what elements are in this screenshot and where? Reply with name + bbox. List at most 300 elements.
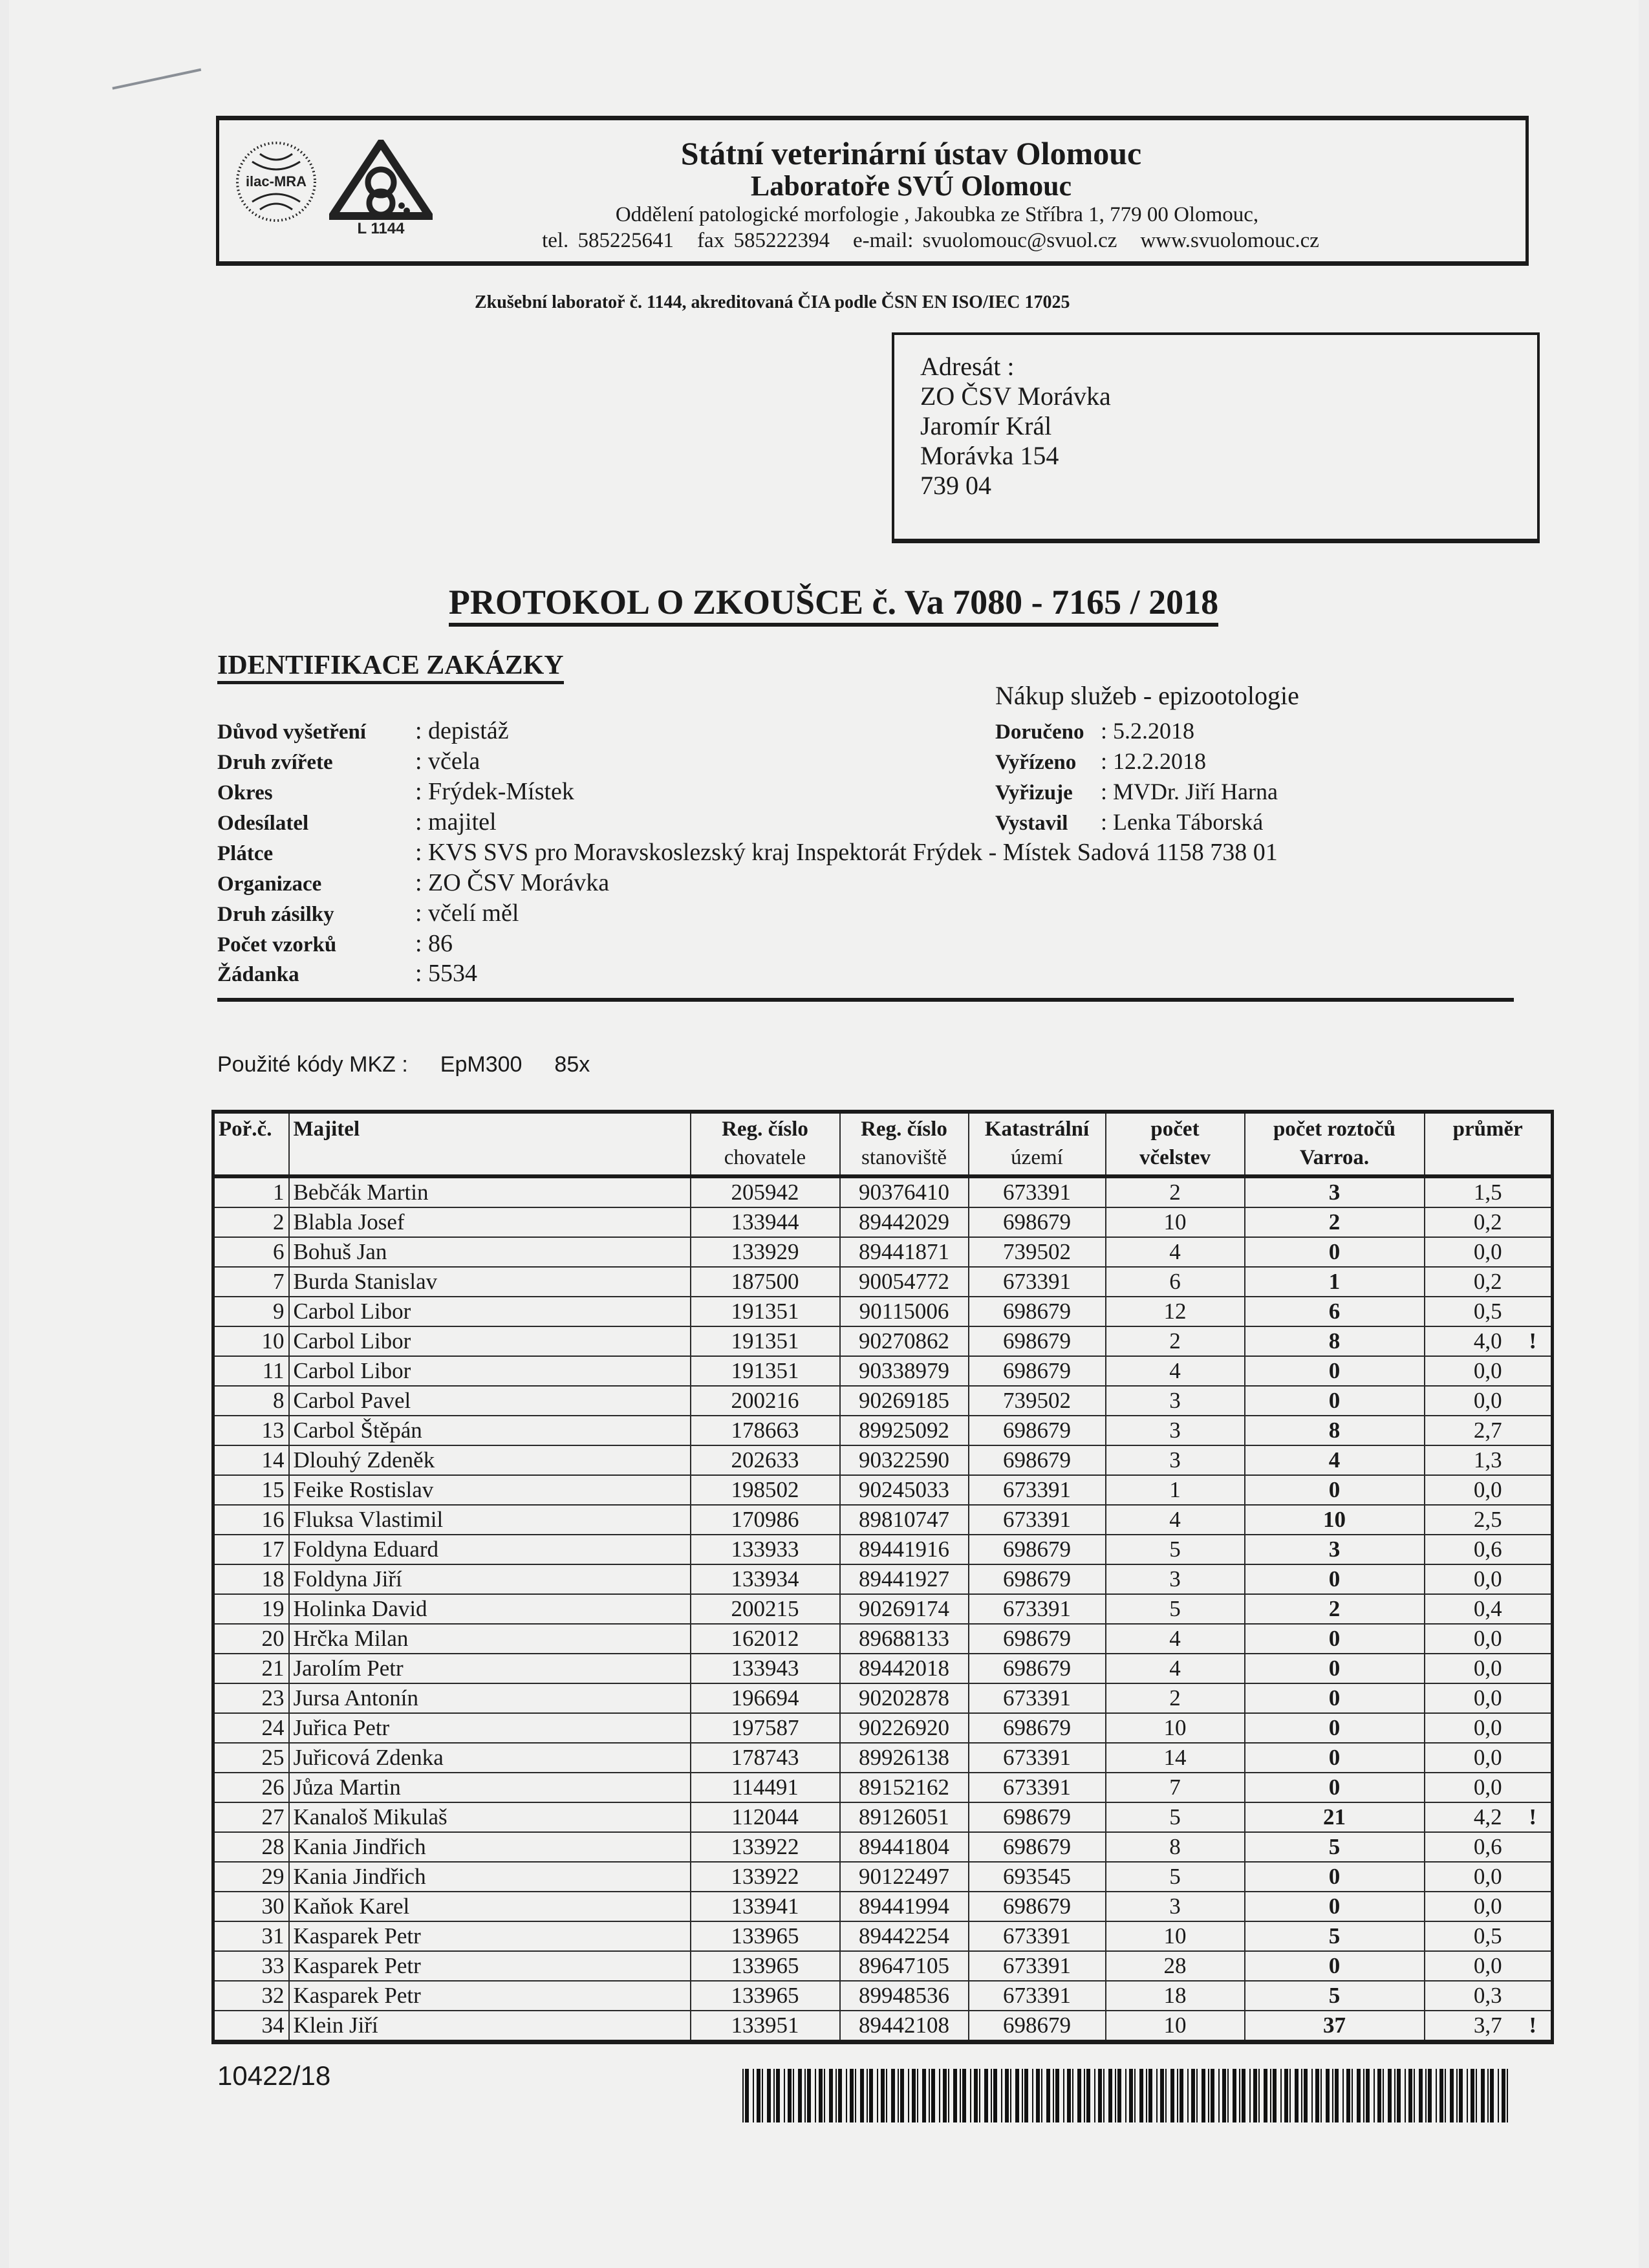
cell-site: 89442029	[840, 1207, 969, 1237]
cell-cadastre: 698679	[969, 1535, 1106, 1564]
cell-no: 28	[213, 1832, 289, 1862]
cell-owner: Jůza Martin	[289, 1773, 691, 1802]
cell-colonies: 8	[1106, 1832, 1245, 1862]
average-value: 0,0	[1473, 1566, 1502, 1592]
cell-breeder: 133965	[691, 1921, 840, 1951]
cell-avg	[1425, 1297, 1553, 1326]
average-value: 0,0	[1473, 1388, 1502, 1413]
protocol-title	[9, 582, 1649, 622]
column-header-line: stanoviště	[861, 1146, 947, 1169]
cell-cadastre: 698679	[969, 1326, 1106, 1356]
cell-breeder: 114491	[691, 1773, 840, 1802]
website-link[interactable]: www.svuolomouc.cz	[1140, 229, 1319, 252]
average-value: 4,0	[1473, 1328, 1502, 1354]
table-row	[213, 1475, 1553, 1505]
cell-cadastre: 673391	[969, 1594, 1106, 1624]
cell-avg	[1425, 1207, 1553, 1237]
cell-colonies: 2	[1106, 1683, 1245, 1713]
cell-no: 9	[213, 1297, 289, 1326]
cell-cadastre: 698679	[969, 1624, 1106, 1654]
cell-avg	[1425, 1981, 1553, 2011]
cell-owner: Kasparek Petr	[289, 1981, 691, 2011]
code-value: EpM300	[440, 1052, 523, 1077]
field-value: : 12.2.2018	[1101, 748, 1207, 774]
cell-site: 89926138	[840, 1743, 969, 1773]
cell-owner: Carbol Štěpán	[289, 1416, 691, 1445]
average-value: 0,3	[1473, 1983, 1502, 2008]
cell-mites: 0	[1245, 1624, 1425, 1654]
column-header-line: chovatele	[724, 1146, 806, 1169]
cell-breeder: 133965	[691, 1951, 840, 1981]
cell-breeder: 162012	[691, 1624, 840, 1654]
cell-no: 31	[213, 1921, 289, 1951]
cell-no: 20	[213, 1624, 289, 1654]
field-label: Žádanka	[217, 963, 299, 986]
cell-avg	[1425, 1862, 1553, 1892]
accreditation-note: Zkušební laboratoř č. 1144, akreditovaná ČIA podle ČSN EN ISO/IEC 17025	[475, 292, 1070, 312]
department-address: Oddělení patologické morfologie , Jakoubka ze Stříbra 1, 779 00 Olomouc,	[615, 203, 1259, 226]
cell-no: 13	[213, 1416, 289, 1445]
cell-no: 16	[213, 1505, 289, 1535]
cell-avg	[1425, 1743, 1553, 1773]
average-value: 2,5	[1473, 1507, 1502, 1532]
cell-owner: Carbol Pavel	[289, 1386, 691, 1416]
table-row	[213, 1921, 1553, 1951]
average-value: 0,0	[1473, 1864, 1502, 1889]
table-row	[213, 1416, 1553, 1445]
cell-site: 90270862	[840, 1326, 969, 1356]
cell-owner: Kasparek Petr	[289, 1921, 691, 1951]
average-value: 0,0	[1473, 1656, 1502, 1681]
cell-colonies: 12	[1106, 1297, 1245, 1326]
email-link[interactable]: e-mail: svuolomouc@svuol.cz	[852, 229, 1117, 252]
cell-no: 32	[213, 1981, 289, 2011]
letterhead	[216, 116, 1529, 266]
cell-owner: Feike Rostislav	[289, 1475, 691, 1505]
cell-site: 90202878	[840, 1683, 969, 1713]
cell-cadastre: 698679	[969, 1892, 1106, 1921]
cell-breeder: 133941	[691, 1892, 840, 1921]
cell-cadastre: 673391	[969, 1921, 1106, 1951]
cell-cadastre: 698679	[969, 1297, 1106, 1326]
cell-site: 90338979	[840, 1356, 969, 1386]
cell-avg	[1425, 1832, 1553, 1862]
cell-mites: 8	[1245, 1326, 1425, 1356]
cell-site: 89152162	[840, 1773, 969, 1802]
field-label: Vyřizuje	[995, 781, 1073, 805]
column-header-line: Reg. číslo	[861, 1118, 947, 1141]
cell-cadastre: 698679	[969, 1832, 1106, 1862]
addressee-line: 739 04	[920, 471, 991, 500]
cell-site: 90054772	[840, 1267, 969, 1297]
cell-breeder: 187500	[691, 1267, 840, 1297]
field-label: Vyřízeno	[995, 751, 1077, 774]
column-header	[213, 1112, 289, 1176]
cell-colonies: 6	[1106, 1267, 1245, 1297]
cell-avg	[1425, 1683, 1553, 1713]
cell-mites: 0	[1245, 1683, 1425, 1713]
table-row	[213, 1802, 1553, 1832]
cell-avg	[1425, 1951, 1553, 1981]
field-label: Druh zvířete	[217, 751, 333, 774]
cell-colonies: 1	[1106, 1475, 1245, 1505]
cell-colonies: 7	[1106, 1773, 1245, 1802]
cell-colonies: 10	[1106, 1207, 1245, 1237]
cell-avg	[1425, 2011, 1553, 2042]
cell-no: 7	[213, 1267, 289, 1297]
cell-breeder: 133929	[691, 1237, 840, 1267]
field-label: Odesílatel	[217, 812, 309, 835]
cell-site: 89441804	[840, 1832, 969, 1862]
cell-cadastre: 693545	[969, 1862, 1106, 1892]
average-value: 4,2	[1473, 1804, 1502, 1830]
warning-flag: !	[1529, 1804, 1536, 1830]
cell-colonies: 18	[1106, 1981, 1245, 2011]
average-value: 3,7	[1473, 2013, 1502, 2038]
cell-site: 90245033	[840, 1475, 969, 1505]
cell-site: 90226920	[840, 1713, 969, 1743]
cell-colonies: 4	[1106, 1624, 1245, 1654]
cell-avg	[1425, 1267, 1553, 1297]
fax: fax 585222394	[697, 229, 830, 252]
cell-cadastre: 739502	[969, 1386, 1106, 1416]
average-value: 0,0	[1473, 1745, 1502, 1770]
table-row	[213, 1713, 1553, 1743]
table-row	[213, 1356, 1553, 1386]
cell-cadastre: 673391	[969, 1981, 1106, 2011]
cell-mites: 3	[1245, 1535, 1425, 1564]
field-label: Organizace	[217, 872, 322, 896]
cell-owner: Bohuš Jan	[289, 1237, 691, 1267]
cell-breeder: 191351	[691, 1297, 840, 1326]
table-header-row	[213, 1112, 1553, 1176]
cell-mites: 0	[1245, 1713, 1425, 1743]
field-value: : 5534	[415, 960, 478, 987]
cell-colonies: 4	[1106, 1237, 1245, 1267]
cell-mites: 5	[1245, 1832, 1425, 1862]
table-row	[213, 1237, 1553, 1267]
table-row	[213, 1505, 1553, 1535]
cell-colonies: 5	[1106, 1594, 1245, 1624]
cell-colonies: 2	[1106, 1176, 1245, 1207]
codes-label: Použité kódy MKZ :	[217, 1052, 408, 1077]
cell-mites: 5	[1245, 1921, 1425, 1951]
cell-owner: Kaňok Karel	[289, 1892, 691, 1921]
cell-owner: Foldyna Jiří	[289, 1564, 691, 1594]
institute-name: Státní veterinární ústav Olomouc	[680, 135, 1142, 171]
cell-avg	[1425, 1416, 1553, 1445]
cell-cadastre: 673391	[969, 1267, 1106, 1297]
cell-mites: 8	[1245, 1416, 1425, 1445]
protocol-title-text: PROTOKOL O ZKOUŠCE č. Va 7080 - 7165 / 2018	[449, 583, 1218, 627]
cell-colonies: 3	[1106, 1416, 1245, 1445]
cell-cadastre: 698679	[969, 2011, 1106, 2042]
cell-breeder: 197587	[691, 1713, 840, 1743]
table-row	[213, 1535, 1553, 1564]
addressee-line: Jaromír Král	[920, 411, 1052, 440]
cell-site: 89441927	[840, 1564, 969, 1594]
cell-mites: 0	[1245, 1951, 1425, 1981]
table-row	[213, 1981, 1553, 2011]
column-header	[289, 1112, 691, 1176]
field-value: : 5.2.2018	[1101, 718, 1195, 744]
svg-text:ilac-MRA: ilac-MRA	[245, 173, 307, 189]
cell-avg	[1425, 1594, 1553, 1624]
table-row	[213, 1207, 1553, 1237]
cell-avg	[1425, 1237, 1553, 1267]
column-header	[1245, 1112, 1425, 1176]
field-value: : Frýdek-Místek	[415, 778, 574, 805]
cell-owner: Fluksa Vlastimil	[289, 1505, 691, 1535]
cell-mites: 5	[1245, 1981, 1425, 2011]
cell-no: 10	[213, 1326, 289, 1356]
cell-no: 25	[213, 1743, 289, 1773]
cell-no: 6	[213, 1237, 289, 1267]
average-value: 2,7	[1473, 1418, 1502, 1443]
cell-no: 21	[213, 1654, 289, 1683]
column-header-line: území	[1011, 1146, 1063, 1169]
cell-no: 18	[213, 1564, 289, 1594]
cell-cadastre: 698679	[969, 1654, 1106, 1683]
cell-mites: 6	[1245, 1297, 1425, 1326]
field-label: Doručeno	[995, 720, 1084, 744]
cell-avg	[1425, 1356, 1553, 1386]
barcode	[742, 2069, 1514, 2122]
cell-owner: Klein Jiří	[289, 2011, 691, 2042]
cell-avg	[1425, 1654, 1553, 1683]
table-row	[213, 1564, 1553, 1594]
cell-owner: Blabla Josef	[289, 1207, 691, 1237]
cell-colonies: 10	[1106, 1713, 1245, 1743]
cell-avg	[1425, 1535, 1553, 1564]
cell-breeder: 191351	[691, 1326, 840, 1356]
cell-site: 89126051	[840, 1802, 969, 1832]
cell-site: 89441916	[840, 1535, 969, 1564]
cell-mites: 0	[1245, 1356, 1425, 1386]
table-row	[213, 2011, 1553, 2042]
cell-cadastre: 673391	[969, 1176, 1106, 1207]
column-header-line: počet	[1150, 1118, 1200, 1141]
field-value: : ZO ČSV Morávka	[415, 869, 610, 896]
column-header-line: počet roztočů	[1273, 1118, 1396, 1141]
staple	[112, 69, 203, 100]
addressee-line: ZO ČSV Morávka	[920, 382, 1111, 411]
cell-cadastre: 698679	[969, 1445, 1106, 1475]
cell-breeder: 112044	[691, 1802, 840, 1832]
cell-mites: 2	[1245, 1594, 1425, 1624]
cell-colonies: 10	[1106, 1921, 1245, 1951]
cell-no: 23	[213, 1683, 289, 1713]
column-header	[1425, 1112, 1553, 1176]
cell-owner: Holinka David	[289, 1594, 691, 1624]
cell-cadastre: 673391	[969, 1773, 1106, 1802]
cell-no: 33	[213, 1951, 289, 1981]
cell-cadastre: 673391	[969, 1475, 1106, 1505]
cell-breeder: 205942	[691, 1176, 840, 1207]
cell-colonies: 4	[1106, 1505, 1245, 1535]
cell-cadastre: 698679	[969, 1207, 1106, 1237]
cell-breeder: 133922	[691, 1862, 840, 1892]
field-value: : depistáž	[415, 717, 509, 744]
addressee-label: Adresát :	[920, 352, 1015, 381]
average-value: 1,5	[1473, 1180, 1502, 1205]
laboratory-name: Laboratoře SVÚ Olomouc	[750, 170, 1072, 202]
cell-mites: 0	[1245, 1862, 1425, 1892]
cell-site: 90115006	[840, 1297, 969, 1326]
column-header-line: Poř.č.	[219, 1118, 272, 1141]
cell-colonies: 14	[1106, 1743, 1245, 1773]
cell-cadastre: 673391	[969, 1505, 1106, 1535]
cell-site: 89925092	[840, 1416, 969, 1445]
cell-no: 30	[213, 1892, 289, 1921]
cell-cadastre: 739502	[969, 1237, 1106, 1267]
cell-mites: 21	[1245, 1802, 1425, 1832]
average-value: 0,0	[1473, 1685, 1502, 1711]
cell-site: 90122497	[840, 1862, 969, 1892]
average-value: 0,5	[1473, 1299, 1502, 1324]
cell-owner: Kanaloš Mikulaš	[289, 1802, 691, 1832]
average-value: 0,0	[1473, 1358, 1502, 1383]
table-row	[213, 1326, 1553, 1356]
cell-site: 89647105	[840, 1951, 969, 1981]
cell-colonies: 3	[1106, 1564, 1245, 1594]
cell-colonies: 5	[1106, 1802, 1245, 1832]
cell-cadastre: 673391	[969, 1683, 1106, 1713]
mkz-codes	[217, 1052, 590, 1077]
document-number: 10422/18	[217, 2060, 331, 2091]
cell-mites: 0	[1245, 1743, 1425, 1773]
cell-no: 34	[213, 2011, 289, 2042]
cell-colonies: 3	[1106, 1386, 1245, 1416]
cell-avg	[1425, 1773, 1553, 1802]
warning-flag: !	[1529, 2013, 1536, 2038]
cell-breeder: 196694	[691, 1683, 840, 1713]
cell-mites: 37	[1245, 2011, 1425, 2042]
field-value: : včelí měl	[415, 900, 519, 927]
cell-cadastre: 698679	[969, 1356, 1106, 1386]
average-value: 0,0	[1473, 1715, 1502, 1740]
cell-mites: 0	[1245, 1892, 1425, 1921]
cell-breeder: 178743	[691, 1743, 840, 1773]
field-label: Okres	[217, 781, 273, 805]
table-row	[213, 1297, 1553, 1326]
cell-breeder: 133951	[691, 2011, 840, 2042]
cell-owner: Jarolím Petr	[289, 1654, 691, 1683]
cell-no: 8	[213, 1386, 289, 1416]
field-label: Druh zásilky	[217, 903, 334, 926]
cell-owner: Hrčka Milan	[289, 1624, 691, 1654]
cell-colonies: 10	[1106, 2011, 1245, 2042]
table-row	[213, 1743, 1553, 1773]
cell-owner: Carbol Libor	[289, 1356, 691, 1386]
cell-colonies: 3	[1106, 1445, 1245, 1475]
table-row	[213, 1386, 1553, 1416]
cell-avg	[1425, 1445, 1553, 1475]
column-header-line: Reg. číslo	[722, 1118, 808, 1141]
table-row	[213, 1654, 1553, 1683]
cell-cadastre: 673391	[969, 1951, 1106, 1981]
cell-no: 1	[213, 1176, 289, 1207]
cell-mites: 0	[1245, 1773, 1425, 1802]
addressee-box	[892, 332, 1540, 543]
cell-breeder: 202633	[691, 1445, 840, 1475]
cell-breeder: 133933	[691, 1535, 840, 1564]
cell-site: 89441871	[840, 1237, 969, 1267]
cell-mites: 0	[1245, 1564, 1425, 1594]
field-value: : včela	[415, 748, 480, 775]
average-value: 0,0	[1473, 1239, 1502, 1264]
cell-owner: Dlouhý Zdeněk	[289, 1445, 691, 1475]
cell-owner: Carbol Libor	[289, 1326, 691, 1356]
field-label: Vystavil	[995, 812, 1068, 835]
cell-breeder: 133922	[691, 1832, 840, 1862]
average-value: 1,3	[1473, 1447, 1502, 1473]
cell-colonies: 5	[1106, 1862, 1245, 1892]
cell-owner: Juřicová Zdenka	[289, 1743, 691, 1773]
cell-cadastre: 698679	[969, 1713, 1106, 1743]
field-label: Plátce	[217, 842, 274, 865]
cell-site: 89442108	[840, 2011, 969, 2042]
cell-owner: Kania Jindřich	[289, 1832, 691, 1862]
cell-no: 11	[213, 1356, 289, 1386]
cell-owner: Jursa Antonín	[289, 1683, 691, 1713]
column-header	[691, 1112, 840, 1176]
cell-mites: 2	[1245, 1207, 1425, 1237]
cell-no: 26	[213, 1773, 289, 1802]
service-type: Nákup služeb - epizootologie	[995, 681, 1299, 710]
cell-mites: 3	[1245, 1176, 1425, 1207]
cell-breeder: 198502	[691, 1475, 840, 1505]
average-value: 0,0	[1473, 1953, 1502, 1978]
field-label: Důvod vyšetření	[217, 720, 367, 744]
cell-avg	[1425, 1505, 1553, 1535]
table-row	[213, 1832, 1553, 1862]
svg-text:L 1144: L 1144	[357, 220, 405, 237]
contact-line	[219, 229, 1525, 253]
cell-cadastre: 698679	[969, 1802, 1106, 1832]
cell-mites: 0	[1245, 1237, 1425, 1267]
column-header-line: včelstev	[1139, 1146, 1211, 1169]
cell-cadastre: 698679	[969, 1416, 1106, 1445]
cell-mites: 0	[1245, 1475, 1425, 1505]
cell-avg	[1425, 1564, 1553, 1594]
cell-colonies: 28	[1106, 1951, 1245, 1981]
cell-breeder: 200215	[691, 1594, 840, 1624]
cell-site: 90322590	[840, 1445, 969, 1475]
warning-flag: !	[1529, 1328, 1536, 1354]
average-value: 0,2	[1473, 1209, 1502, 1235]
cell-owner: Foldyna Eduard	[289, 1535, 691, 1564]
field-value: : majitel	[415, 808, 497, 836]
cell-mites: 1	[1245, 1267, 1425, 1297]
cell-owner: Burda Stanislav	[289, 1267, 691, 1297]
table-row	[213, 1862, 1553, 1892]
cell-owner: Juřica Petr	[289, 1713, 691, 1743]
cell-avg	[1425, 1892, 1553, 1921]
cell-colonies: 5	[1106, 1535, 1245, 1564]
addressee-line: Morávka 154	[920, 441, 1059, 470]
average-value: 0,6	[1473, 1537, 1502, 1562]
average-value: 0,6	[1473, 1834, 1502, 1859]
column-header-line: Varroa.	[1299, 1146, 1370, 1169]
field-label: Počet vzorků	[217, 933, 337, 956]
column-header	[840, 1112, 969, 1176]
cell-breeder: 133934	[691, 1564, 840, 1594]
table-row	[213, 1951, 1553, 1981]
document-page	[9, 0, 1639, 2268]
cell-no: 24	[213, 1713, 289, 1743]
table-row	[213, 1445, 1553, 1475]
